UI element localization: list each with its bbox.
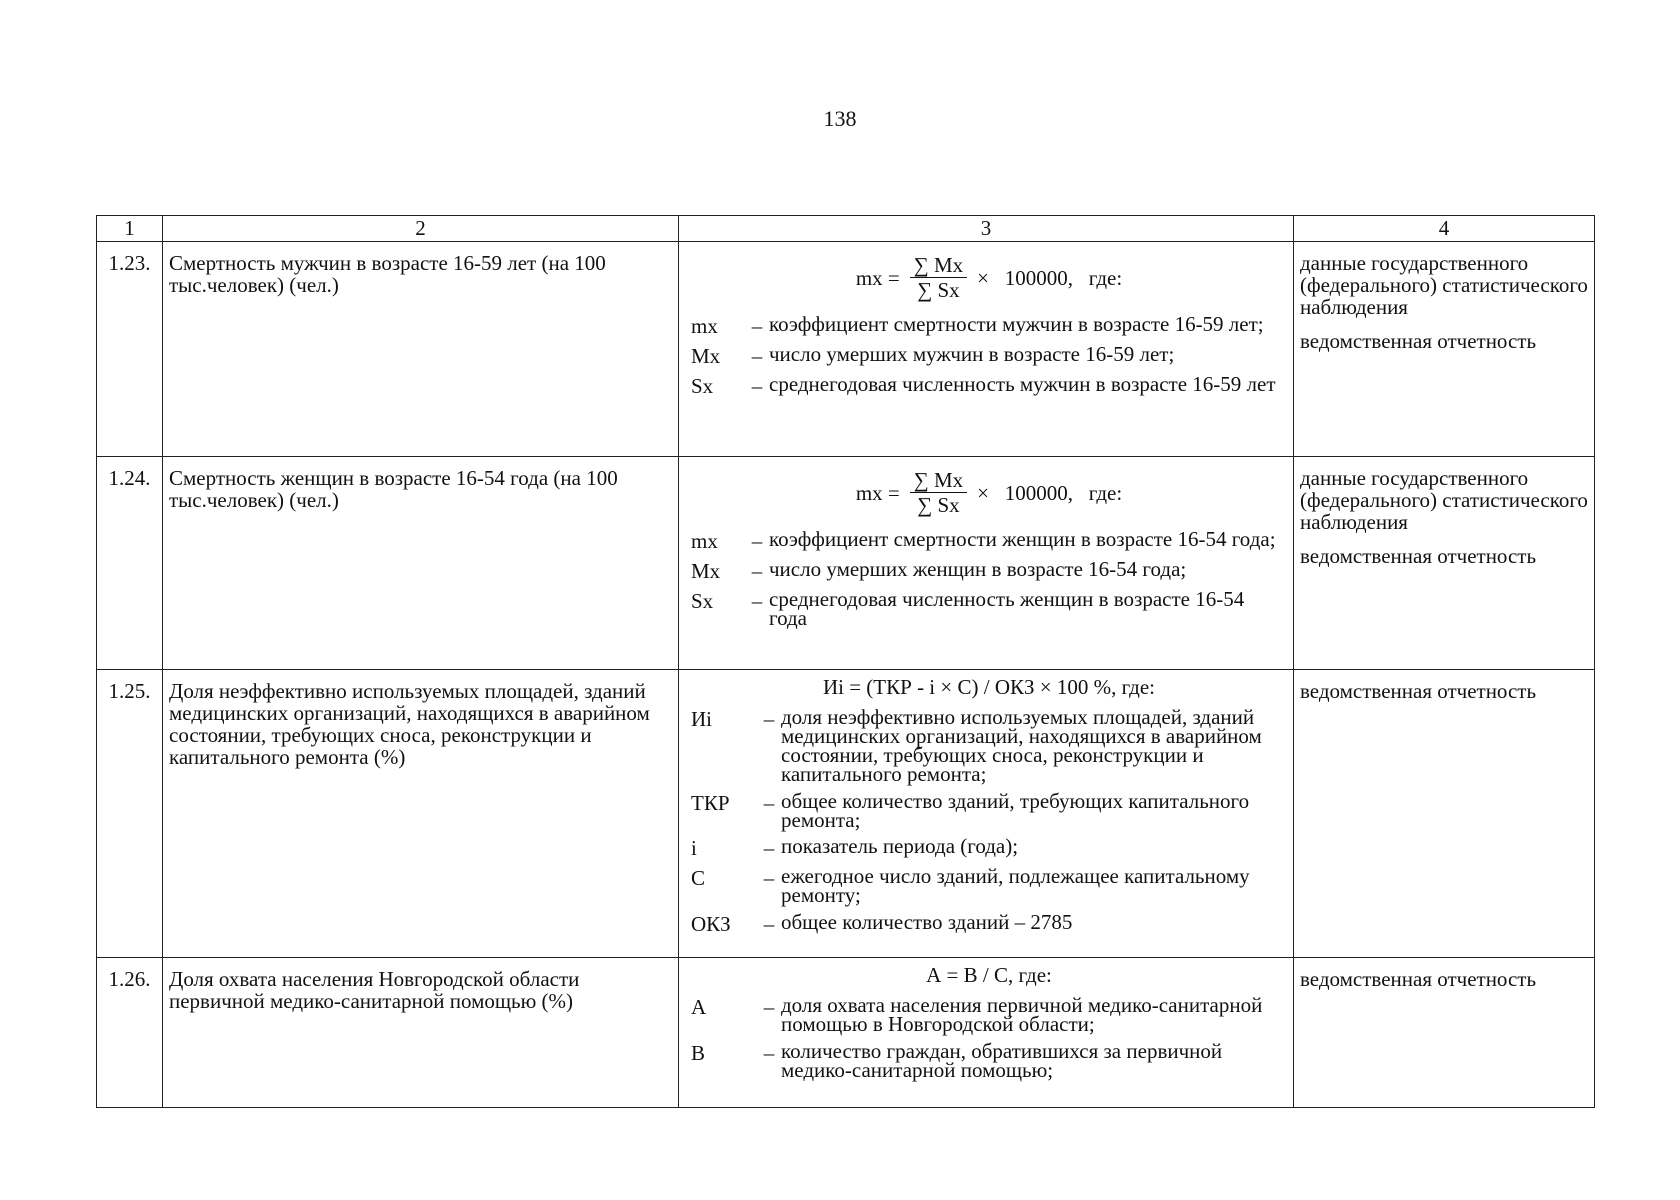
definition-item: А – доля охвата населения первичной медико-санитарной помощью в Новгородской области; <box>691 996 1287 1034</box>
formula-text: А = В / С, где: <box>926 963 1052 987</box>
table-row <box>97 958 1595 1108</box>
table-row <box>97 670 1595 958</box>
indicator-name: Смертность мужчин в возрасте 16-59 лет (на 100 тыс.человек) (чел.) <box>163 242 679 457</box>
definition-symbol: i <box>691 836 697 861</box>
column-header: 3 <box>679 216 1294 242</box>
source-cell <box>1294 457 1595 670</box>
formula-text: Иi = (ТКР - i × С) / ОКЗ × 100 %, где: <box>822 675 1156 699</box>
row-number: 1.24. <box>97 457 163 670</box>
definition-text: среднегодовая численность мужчин в возрасте 16-59 лет <box>769 372 1276 397</box>
source-text: ведомственная отчетность <box>1300 544 1537 569</box>
row-number: 1.25. <box>97 670 163 958</box>
formula-lhs: mx = <box>855 265 900 290</box>
definition-text: среднегодовая численность женщин в возрасте 16-54 года <box>769 587 1245 631</box>
denominator: ∑ Sx <box>917 278 960 303</box>
source-cell <box>1294 242 1595 457</box>
formula-tail: × 100000, где: <box>977 480 1123 505</box>
indicators-table <box>96 215 1595 1108</box>
definition-symbol: ТКР <box>691 790 730 815</box>
numerator: ∑ Mx <box>910 254 967 278</box>
formula-lhs: mx = <box>855 480 900 505</box>
definition-item: i – показатель периода (года); <box>691 837 1287 859</box>
formula-cell <box>679 958 1294 1108</box>
definition-symbol: Mx <box>691 344 721 369</box>
fraction <box>910 254 967 301</box>
definition-text: доля охвата населения первичной медико-санитарной помощью в Новгородской области; <box>781 993 1263 1036</box>
definition-symbol: mx <box>691 529 718 554</box>
definition-text: число умерших мужчин в возрасте 16-59 лет; <box>769 342 1175 367</box>
definition-symbol: Sx <box>691 374 714 399</box>
column-header: 1 <box>97 216 163 242</box>
formula-cell <box>679 242 1294 457</box>
definition-item: Mx – число умерших мужчин в возрасте 16-59 лет; <box>691 345 1287 367</box>
definition-item: ТКР – общее количество зданий, требующих капитального ремонта; <box>691 792 1287 830</box>
table-row <box>97 242 1595 457</box>
row-number: 1.23. <box>97 242 163 457</box>
definition-symbol: В <box>691 1040 706 1065</box>
column-header: 4 <box>1294 216 1595 242</box>
source-text: ведомственная отчетность <box>1300 967 1537 991</box>
column-header: 2 <box>163 216 679 242</box>
row-number: 1.26. <box>97 958 163 1108</box>
definition-item: Mx – число умерших женщин в возрасте 16-54 года; <box>691 560 1287 582</box>
table-header-row <box>97 216 1595 242</box>
formula-cell <box>679 457 1294 670</box>
formula-cell <box>679 670 1294 958</box>
indicator-name: Смертность женщин в возрасте 16-54 года (на 100 тыс.человек) (чел.) <box>163 457 679 670</box>
table-row <box>97 457 1595 670</box>
numerator: ∑ Mx <box>910 469 967 493</box>
definition-text: коэффициент смертности женщин в возрасте 16-54 года; <box>769 527 1276 552</box>
fraction-formula <box>691 254 1287 301</box>
source-text: данные государственного (федерального) статистического наблюдения <box>1300 466 1588 535</box>
page-number: 138 <box>823 106 857 131</box>
definition-item: mx – коэффициент смертности женщин в возрасте 16-54 года; <box>691 530 1287 552</box>
indicator-name: Доля неэффективно используемых площадей, зданий медицинских организаций, находящихся в аварийном состоянии, требующих сноса, реконструкции и капитального ремонта (%) <box>163 670 679 958</box>
definition-symbol: Mx <box>691 559 721 584</box>
definition-text: ежегодное число зданий, подлежащее капитальному ремонту; <box>781 864 1250 908</box>
definition-item: Sx – среднегодовая численность мужчин в возрасте 16-59 лет <box>691 375 1287 397</box>
indicator-name: Доля охвата населения Новгородской области первичной медико-санитарной помощью (%) <box>163 958 679 1108</box>
definition-text: общее количество зданий, требующих капитального ремонта; <box>781 788 1250 832</box>
source-cell <box>1294 958 1595 1108</box>
formula-tail: × 100000, где: <box>977 265 1123 290</box>
source-cell <box>1294 670 1595 958</box>
source-text: ведомственная отчетность <box>1300 679 1537 703</box>
definition-text: число умерших женщин в возрасте 16-54 года; <box>769 557 1187 582</box>
source-text: ведомственная отчетность <box>1300 329 1537 354</box>
definition-symbol: ОКЗ <box>691 912 731 937</box>
definition-symbol: С <box>691 866 706 891</box>
definition-item: Sx – среднегодовая численность женщин в возрасте 16-54 года <box>691 590 1287 628</box>
definition-text: доля неэффективно используемых площадей, зданий медицинских организаций, находящихся в аварийном состоянии, требующих сноса, реконструкции и капитального ремонта; <box>781 705 1262 786</box>
definition-symbol: А <box>691 995 707 1020</box>
fraction <box>910 469 967 516</box>
definition-text: коэффициент смертности мужчин в возрасте 16-59 лет; <box>769 312 1264 337</box>
definition-text: показатель периода (года); <box>781 834 1019 859</box>
definition-item: mx – коэффициент смертности мужчин в возрасте 16-59 лет; <box>691 315 1287 337</box>
definition-item: В – количество граждан, обратившихся за первичной медико-санитарной помощью; <box>691 1042 1287 1080</box>
denominator: ∑ Sx <box>917 493 960 518</box>
definition-text: общее количество зданий – 2785 <box>781 910 1073 935</box>
definition-text: количество граждан, обратившихся за первичной медико-санитарной помощью; <box>781 1038 1223 1082</box>
definition-symbol: mx <box>691 314 718 339</box>
fraction-formula <box>691 469 1287 516</box>
definition-symbol: Sx <box>691 589 714 614</box>
definition-item: ОКЗ – общее количество зданий – 2785 <box>691 913 1287 935</box>
source-text: данные государственного (федерального) статистического наблюдения <box>1300 251 1588 320</box>
definition-item: Иi – доля неэффективно используемых площадей, зданий медицинских организаций, находящихся в аварийном состоянии, требующих сноса, реконструкции и капитального ремонта; <box>691 708 1287 784</box>
definition-item: С – ежегодное число зданий, подлежащее капитальному ремонту; <box>691 867 1287 905</box>
definition-symbol: Иi <box>691 707 712 732</box>
